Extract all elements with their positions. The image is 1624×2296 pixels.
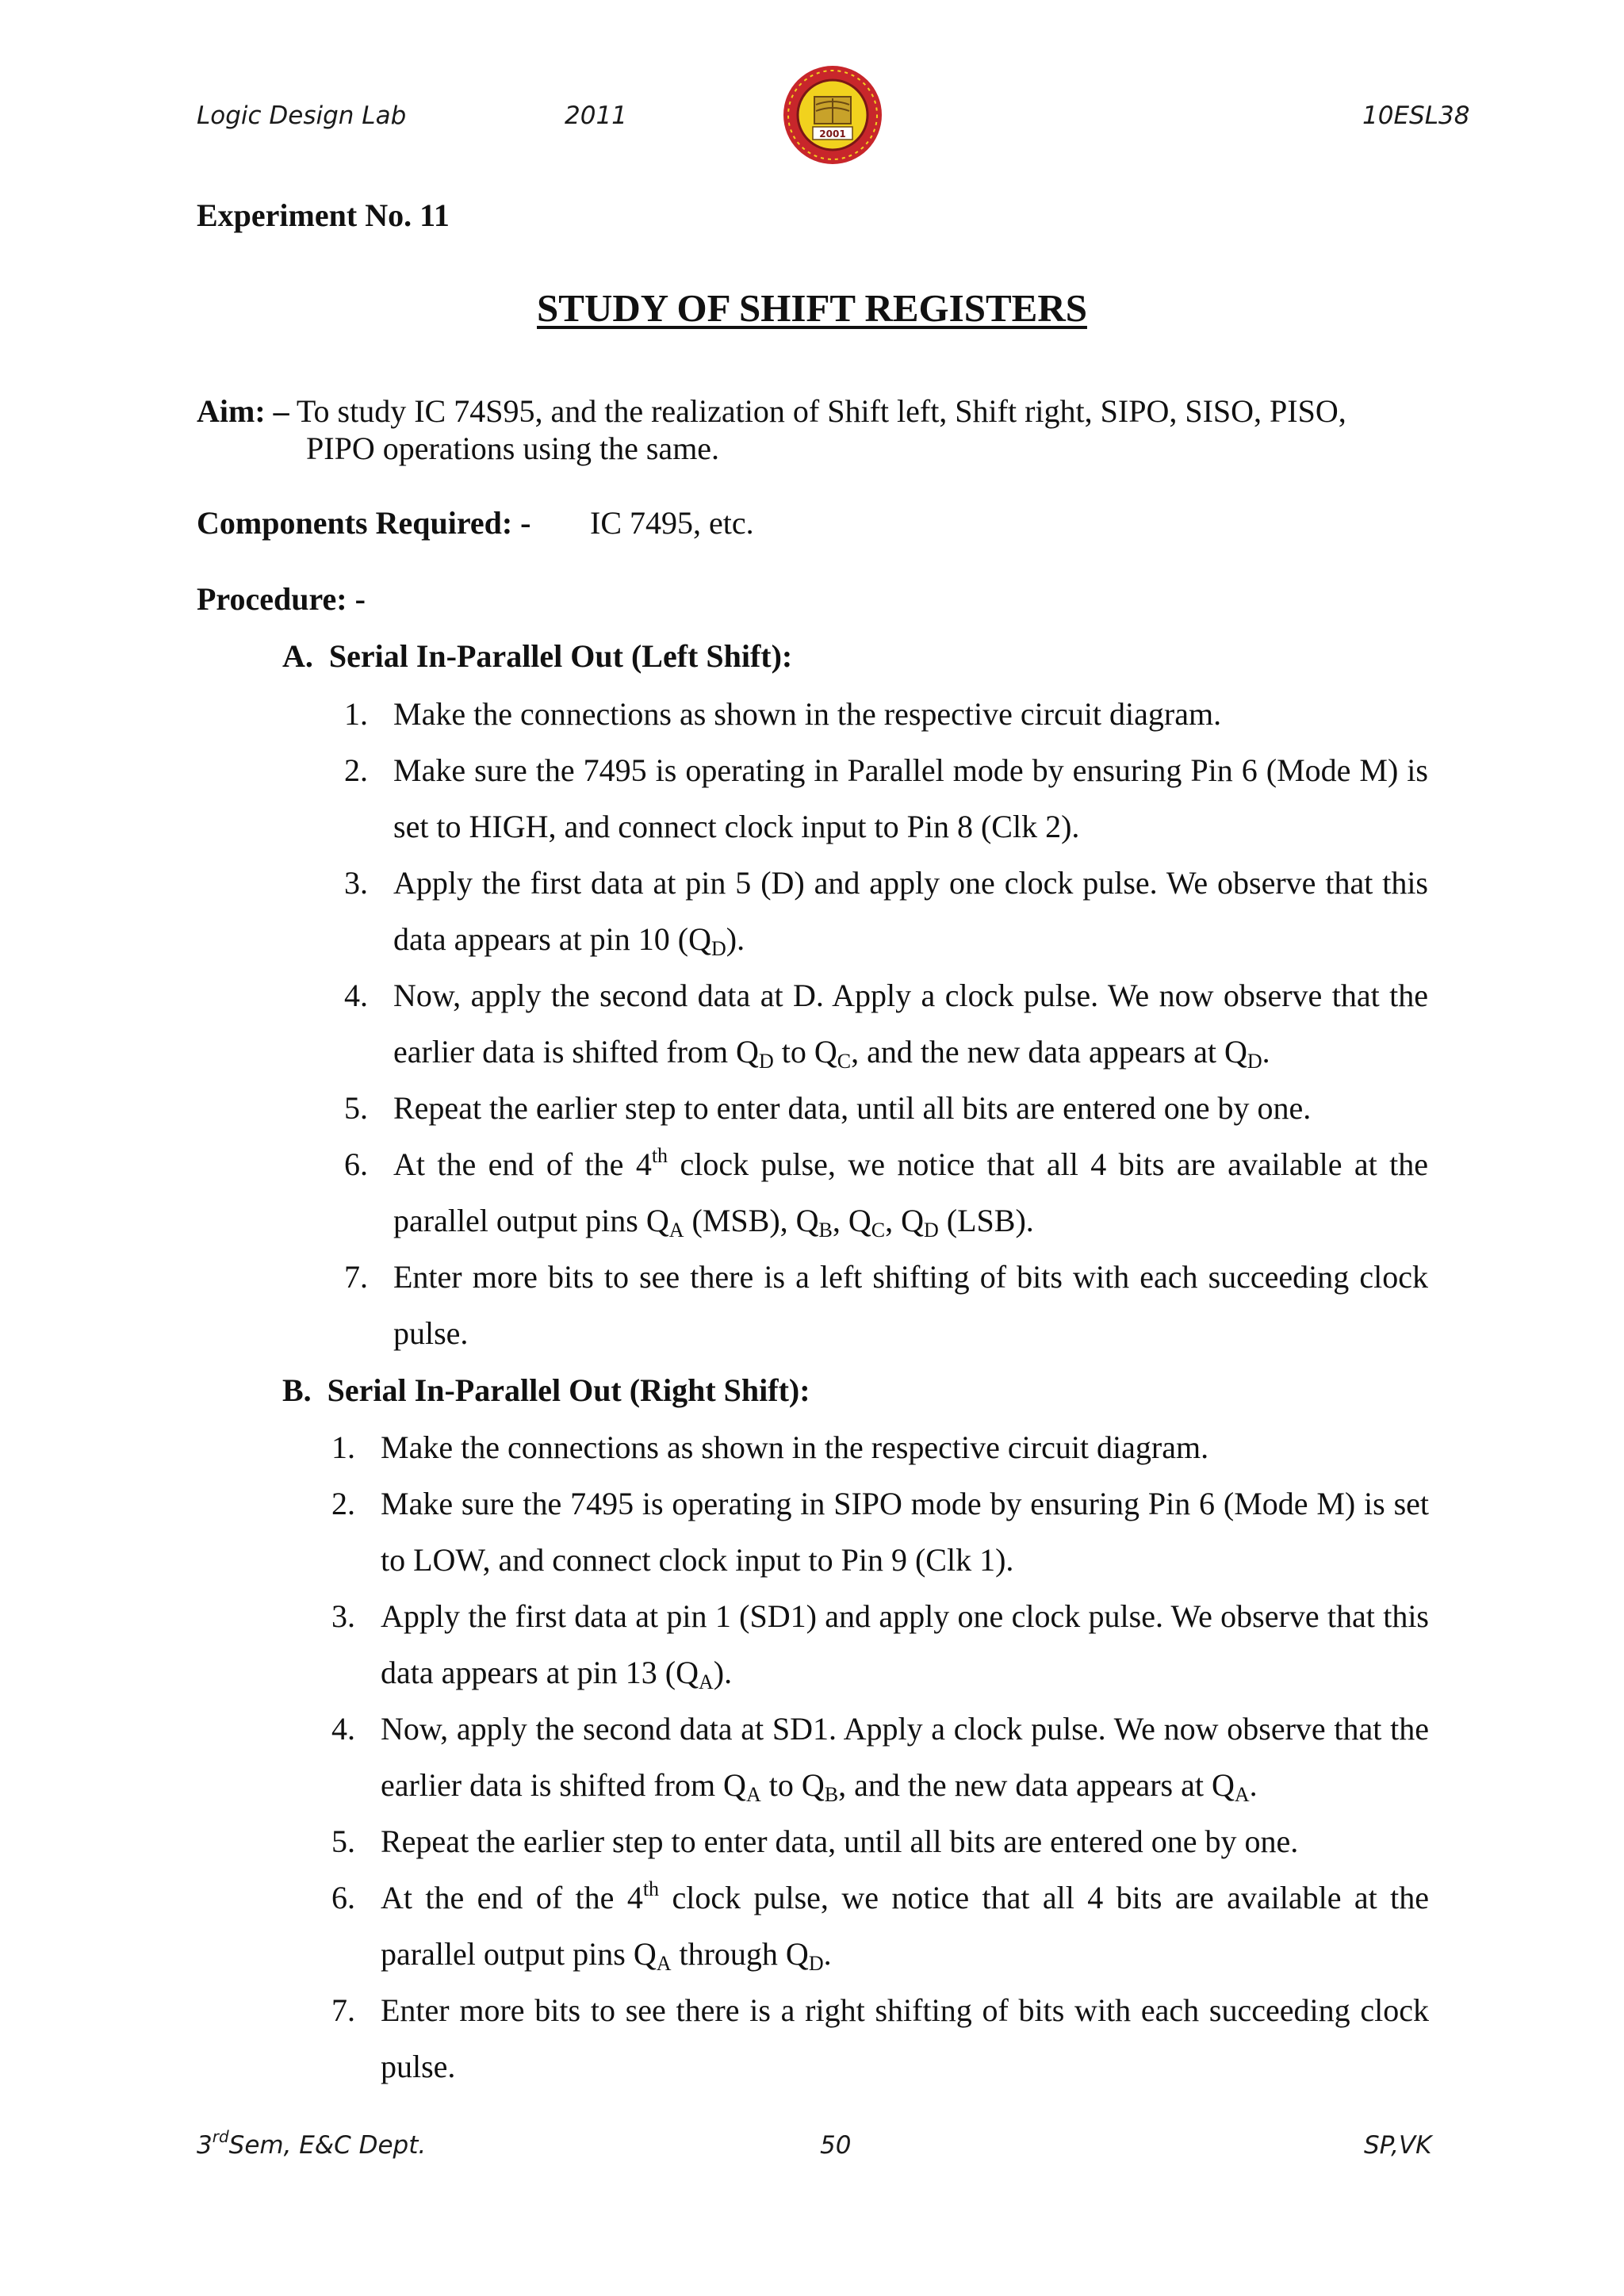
step-number: 7. bbox=[331, 1992, 355, 2028]
step-number: 5. bbox=[344, 1090, 368, 1126]
step-text: Now, apply the second data at D. Apply a clock pulse. We now observe that the earlier data is shifted from $Q_D$ to $Q_C$, and the new data appears at $Q_D$. bbox=[393, 978, 1428, 1073]
step-number: 3. bbox=[344, 865, 368, 901]
step-number: 7. bbox=[344, 1259, 368, 1295]
aim-label: Aim: – bbox=[197, 393, 289, 429]
step-text: Repeat the earlier step to enter data, until all bits are entered one by one. bbox=[393, 1090, 1312, 1126]
step-text: At the end of the 4th clock pulse, we notice that all 4 bits are available at the parallel output pins $Q_A$ through $Q_D$. bbox=[381, 1877, 1429, 1975]
footer-semester: 3rdSem, E&C Dept. bbox=[197, 2127, 427, 2160]
step-text: Apply the first data at pin 5 (D) and apply one clock pulse. We observe that this data appears at pin 10 $(Q_D)$. bbox=[393, 865, 1428, 960]
section-a-heading: A. Serial In-Parallel Out (Left Shift): bbox=[282, 638, 793, 674]
footer-page-number: 50 bbox=[820, 2131, 852, 2160]
header-course-code: 10ESL38 bbox=[1362, 101, 1470, 130]
step-number: 1. bbox=[344, 696, 368, 732]
step-number: 4. bbox=[344, 978, 368, 1013]
step-text: Repeat the earlier step to enter data, until all bits are entered one by one. bbox=[381, 1823, 1299, 1859]
step-text: Enter more bits to see there is a right shifting of bits with each succeeding clock pulse. bbox=[381, 1992, 1429, 2084]
step-number: 2. bbox=[331, 1486, 355, 1521]
step-number: 3. bbox=[331, 1598, 355, 1634]
svg-text:2001: 2001 bbox=[819, 128, 846, 140]
experiment-number: Experiment No. 11 bbox=[197, 197, 450, 233]
section-b-heading: B. Serial In-Parallel Out (Right Shift): bbox=[282, 1372, 810, 1408]
aim-line-2: PIPO operations using the same. bbox=[306, 430, 720, 466]
components-label-text: Components Required: - bbox=[197, 505, 531, 541]
components-label bbox=[197, 504, 531, 542]
step-number: 6. bbox=[331, 1880, 355, 1915]
step-number: 6. bbox=[344, 1146, 368, 1182]
step-text: Make the connections as shown in the respective circuit diagram. bbox=[393, 696, 1222, 732]
step-number: 4. bbox=[331, 1711, 355, 1747]
step-text: Make sure the 7495 is operating in SIPO mode by ensuring Pin 6 (Mode M) is set to LOW, and connect clock input to Pin 9 (Clk 1). bbox=[381, 1486, 1429, 1578]
step-text: Make the connections as shown in the respective circuit diagram. bbox=[381, 1429, 1209, 1465]
footer-authors: SP,VK bbox=[1364, 2131, 1432, 2160]
step-text: Apply the first data at pin 1 (SD1) and apply one clock pulse. We observe that this data appears at pin 13 $(Q_A)$. bbox=[381, 1598, 1429, 1693]
header-year: 2011 bbox=[565, 101, 627, 130]
step-text: Make sure the 7495 is operating in Parallel mode by ensuring Pin 6 (Mode M) is set to HIGH, and connect clock input to Pin 8 (Clk 2). bbox=[393, 752, 1428, 844]
step-number: 2. bbox=[344, 752, 368, 788]
step-text: Enter more bits to see there is a left shifting of bits with each succeeding clock pulse. bbox=[393, 1259, 1428, 1351]
components-value: IC 7495, etc. bbox=[590, 505, 754, 541]
step-number: 5. bbox=[331, 1823, 355, 1859]
page-title: STUDY OF SHIFT REGISTERS bbox=[537, 286, 1087, 330]
procedure-label: Procedure: - bbox=[197, 581, 366, 617]
step-number: 1. bbox=[331, 1429, 355, 1465]
aim-line-1 bbox=[197, 392, 1346, 430]
header-lab-name: Logic Design Lab bbox=[197, 101, 407, 130]
aim-text-1: To study IC 74S95, and the realization of Shift left, Shift right, SIPO, SISO, PISO, bbox=[289, 393, 1346, 429]
step-text: Now, apply the second data at SD1. Apply a clock pulse. We now observe that the earlier data is shifted from $Q_A$ to $Q_B$, and the new data appears at $Q_A$. bbox=[381, 1711, 1429, 1806]
college-seal-logo bbox=[781, 63, 884, 166]
step-text: At the end of the 4th clock pulse, we notice that all 4 bits are available at the parallel output pins $Q_A$ (MSB), $Q_B$, $Q_C$, $Q_D$ (LSB). bbox=[393, 1144, 1428, 1242]
